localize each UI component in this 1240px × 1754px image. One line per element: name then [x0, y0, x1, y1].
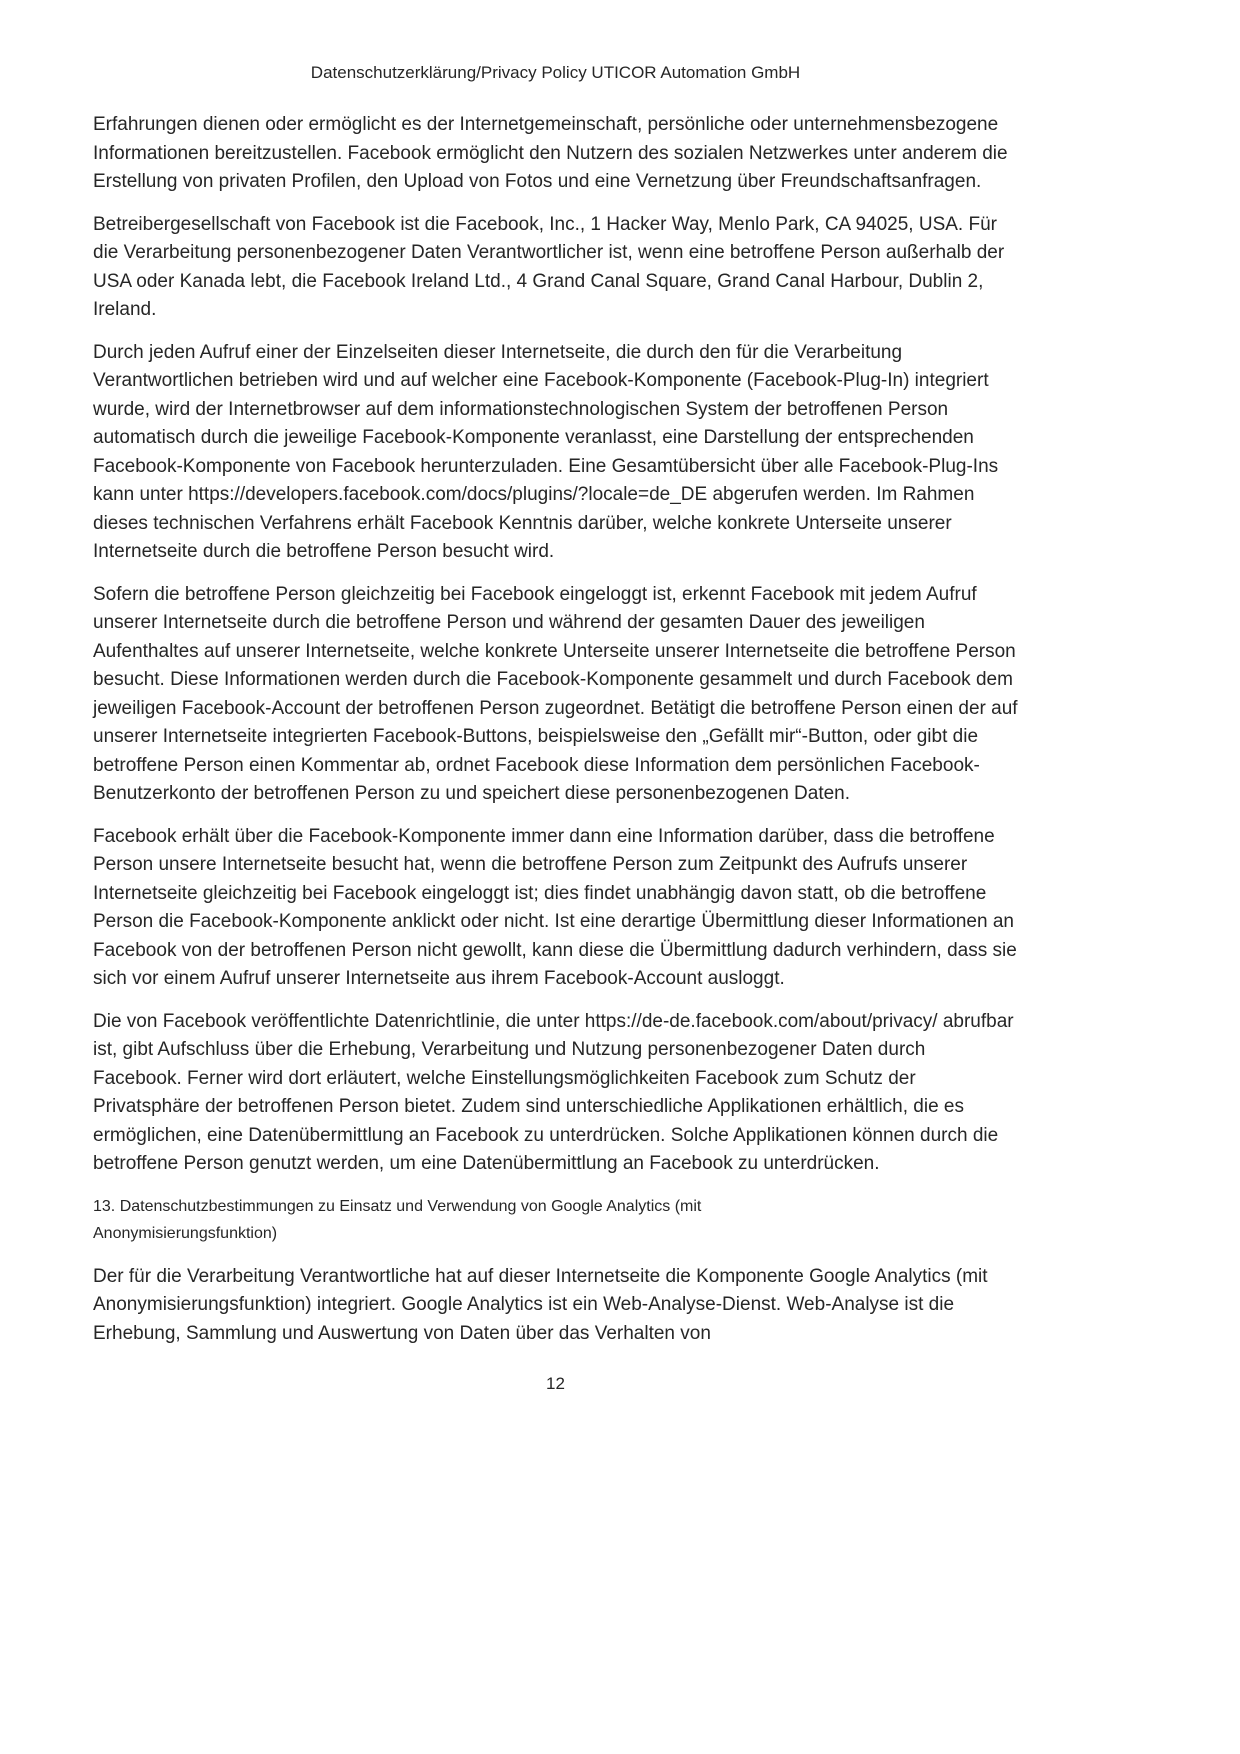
paragraph-facebook-operator: Betreibergesellschaft von Facebook ist die Facebook, Inc., 1 Hacker Way, Menlo Park, CA 94025, USA. Für die Verarbeitung personenbezogener Daten Verantwortlicher ist, wenn eine betroffene Person außerhalb der USA oder Kanada lebt, die Facebook Ireland Ltd., 4 Grand Canal Square, Grand Canal Harbour, Dublin 2, Ireland. [93, 213, 1005, 320]
paragraph-facebook-community: Erfahrungen dienen oder ermöglicht es der Internetgemeinschaft, persönliche oder unternehmensbezogene Informationen bereitzustellen. Facebook ermöglicht den Nutzern des sozialen Netzwerkes unter anderem die Erstellung von privaten Profilen, den Upload von Fotos und eine Vernetzung über Freundschaftsanfragen. [93, 114, 1008, 192]
paragraph-facebook-plugin: Durch jeden Aufruf einer der Einzelseiten dieser Internetseite, die durch den für die Verarbeitung Verantwortlichen betrieben wird und auf welcher eine Facebook-Komponente (Facebook-Plug-In) integriert wurde, wird der Internetbrowser auf dem informationstechnologischen System der betroffenen Person automatisch durch die jeweilige Facebook-Komponente veranlasst, eine Darstellung der entsprechenden Facebook-Komponente von Facebook herunterzuladen. Eine Gesamtübersicht über alle Facebook-Plug-Ins kann unter https://developers.facebook.com/docs/plugins/?locale=de_DE abgerufen werden. Im Rahmen dieses technischen Verfahrens erhält Facebook Kenntnis darüber, welche konkrete Unterseite unserer Internetseite durch die betroffene Person besucht wird. [93, 341, 999, 562]
paragraph-facebook-datapolicy: Die von Facebook veröffentlichte Datenrichtlinie, die unter https://de-de.facebook.com/about/privacy/ abrufbar ist, gibt Aufschluss über die Erhebung, Verarbeitung und Nutzung personenbezogener Daten durch Facebook. Ferner wird dort erläutert, welche Einstellungsmöglichkeiten Facebook zum Schutz der Privatsphäre der betroffenen Person bietet. Zudem sind unterschiedliche Applikationen erhältlich, die es ermöglichen, eine Datenübermittlung an Facebook zu unterdrücken. Solche Applikationen können durch die betroffene Person genutzt werden, um eine Datenübermittlung an Facebook zu unterdrücken. [93, 1010, 1014, 1174]
page-title: Datenschutzerklärung/Privacy Policy UTICOR Automation GmbH [310, 63, 801, 82]
paragraph-facebook-information: Facebook erhält über die Facebook-Komponente immer dann eine Information darüber, dass die betroffene Person unsere Internetseite besucht hat, wenn die betroffene Person zum Zeitpunkt des Aufrufs unserer Internetseite gleichzeitig bei Facebook eingeloggt ist; dies findet unabhängig davon statt, ob die betroffene Person die Facebook-Komponente anklickt oder nicht. Ist eine derartige Übermittlung dieser Informationen an Facebook von der betroffenen Person nicht gewollt, kann diese die Übermittlung dadurch verhindern, dass sie sich vor einem Aufruf unserer Internetseite aus ihrem Facebook-Account ausloggt. [93, 825, 1017, 989]
section-heading-google-analytics: 13. Datenschutzbestimmungen zu Einsatz und Verwendung von Google Analytics (mit Anonymisierungsfunktion) [93, 1197, 702, 1242]
paragraph-google-analytics-intro: Der für die Verarbeitung Verantwortliche hat auf dieser Internetseite die Komponente Google Analytics (mit Anonymisierungsfunktion) integriert. Google Analytics ist ein Web-Analyse-Dienst. Web-Analyse ist die Erhebung, Sammlung und Auswertung von Daten über das Verhalten von [93, 1265, 988, 1344]
paragraph-facebook-loggedin: Sofern die betroffene Person gleichzeitig bei Facebook eingeloggt ist, erkennt Facebook mit jedem Aufruf unserer Internetseite durch die betroffene Person und während der gesamten Dauer des jeweiligen Aufenthaltes auf unserer Internetseite, welche konkrete Unterseite unserer Internetseite die betroffene Person besucht. Diese Informationen werden durch die Facebook-Komponente gesammelt und durch Facebook dem jeweiligen Facebook-Account der betroffenen Person zugeordnet. Betätigt die betroffene Person einen der auf unserer Internetseite integrierten Facebook-Buttons, beispielsweise den „Gefällt mir“-Button, oder gibt die betroffene Person einen Kommentar ab, ordnet Facebook diese Information dem persönlichen Facebook-Benutzerkonto der betroffenen Person zu und speichert diese personenbezogenen Daten. [93, 583, 1018, 804]
page-number: 12 [546, 1374, 565, 1393]
document-header [93, 62, 1018, 84]
document-body [93, 111, 1018, 1348]
document-footer [93, 1374, 1018, 1394]
